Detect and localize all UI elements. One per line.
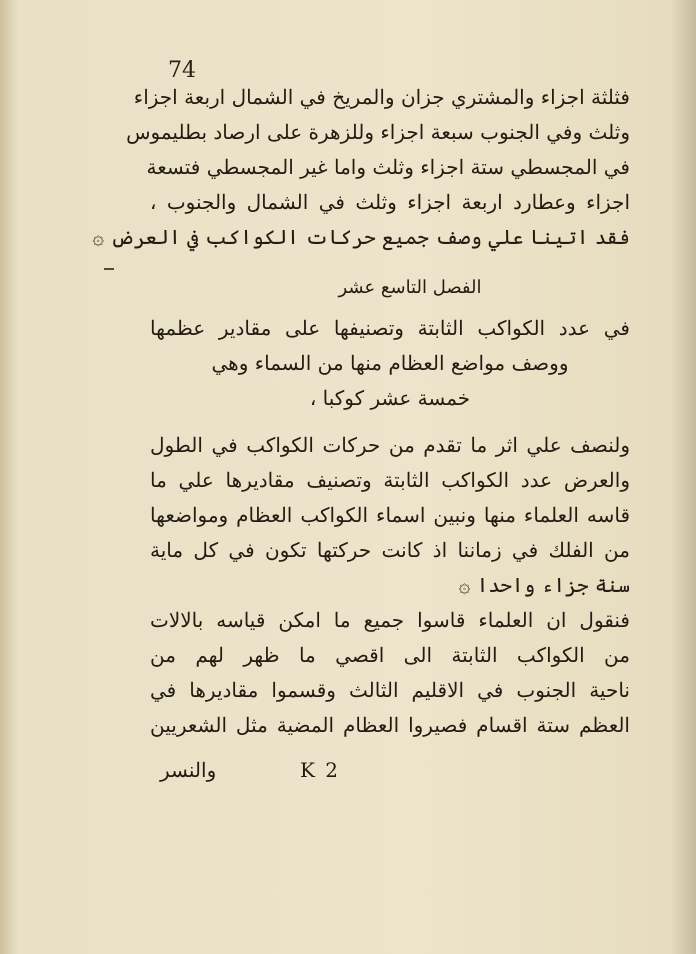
chapter-title-line: ووصف مواضع العظام منها من السماء وهي xyxy=(211,351,569,375)
signature-mark: K 2 xyxy=(300,758,341,782)
margin-mark xyxy=(104,268,114,270)
text-line: اجزاء وعطارد اربعة اجزاء وثلث في الشمال والجنوب ، xyxy=(150,190,630,214)
text-line: فنقول ان العلماء قاسوا جميع ما امكن قياسه بالالات xyxy=(150,608,630,632)
text-line: العظم ستة اقسام فصيروا العظام المضية مثل الشعريين xyxy=(150,713,630,737)
chapter-heading: الفصل التاسع عشر xyxy=(338,277,482,298)
text-line: سنة جزاء واحدا ۞ xyxy=(458,573,630,597)
text-line: ولنصف علي اثر ما تقدم من حركات الكواكب في الطول xyxy=(150,433,630,457)
page-gutter-shadow xyxy=(670,0,696,954)
text-line: من الكواكب الثابتة الى اقصي ما ظهر لهم من xyxy=(150,643,630,667)
text-line: من الفلك في زماننا اذ كانت حركتها تكون في كل ماية xyxy=(150,538,630,562)
arabic-text-block xyxy=(92,80,630,743)
page-footer xyxy=(160,758,620,794)
catchword: والنسر xyxy=(160,758,217,782)
text-line: والعرض عدد الكواكب الثابتة وتصنيف مقاديرها علي ما xyxy=(150,468,630,492)
text-line: فقد اتينا علي وصف جميع حركات الكواكب في العرض ۞ xyxy=(92,225,630,249)
text-line: فثلثة اجزاء والمشتري جزان والمريخ في الشمال اربعة اجزاء xyxy=(133,85,630,109)
text-line: في المجسطي ستة اجزاء وثلث واما غير المجسطي فتسعة xyxy=(146,155,630,179)
text-line: وثلث وفي الجنوب سبعة اجزاء وللزهرة على ارصاد بطليموس xyxy=(126,120,630,144)
chapter-title-line: خمسة عشر كوكبا ، xyxy=(309,386,471,410)
page-number: 74 xyxy=(168,58,196,83)
text-line: ناحية الجنوب في الاقليم الثالث وقسموا مقاديرها في xyxy=(150,678,630,702)
text-line: قاسه العلماء منها ونبين اسماء الكواكب العظام ومواضعها xyxy=(150,503,630,527)
chapter-title-line: في عدد الكواكب الثابتة وتصنيفها على مقادير عظمها xyxy=(150,316,630,340)
